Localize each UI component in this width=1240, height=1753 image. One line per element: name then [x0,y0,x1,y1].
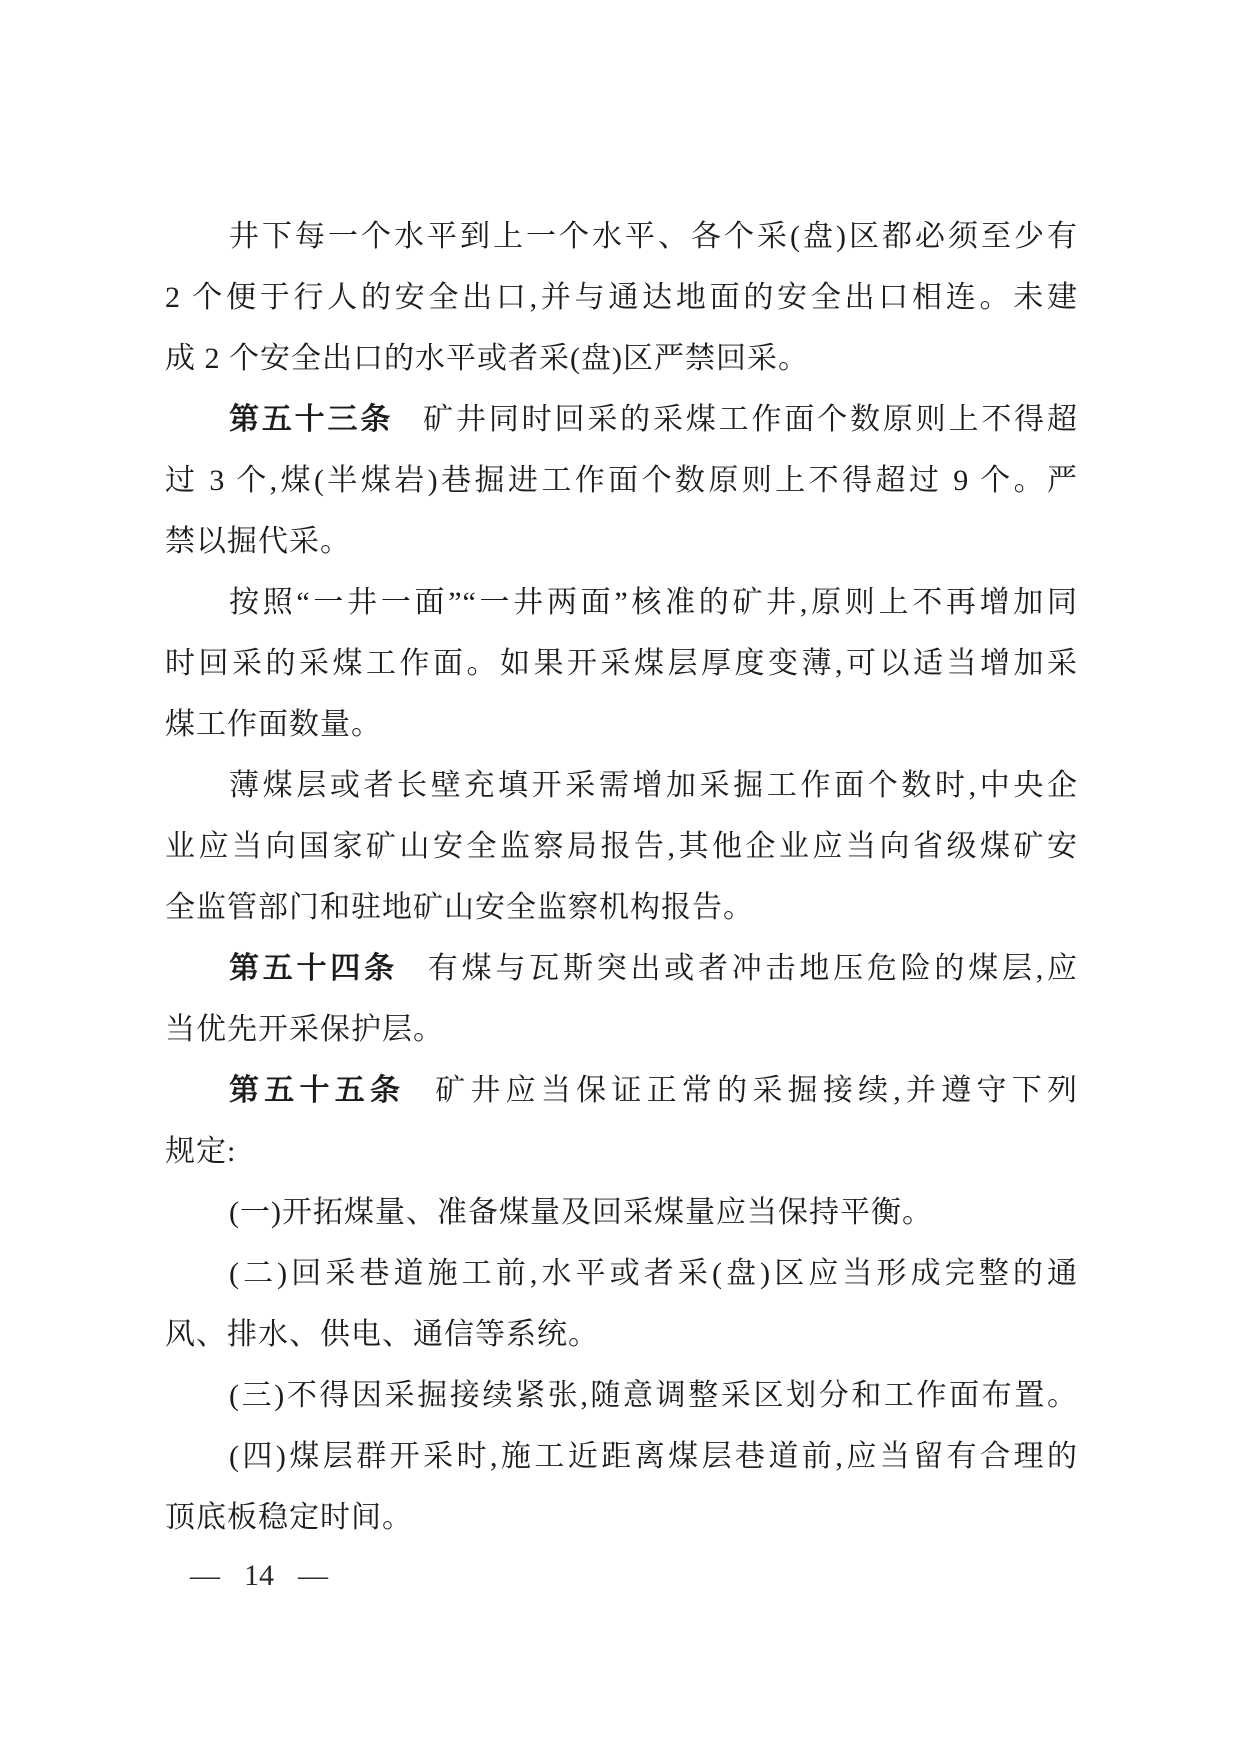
line-text: 顶底板稳定时间。 [165,1501,413,1534]
paragraph [165,206,1078,389]
line-text: 过 3 个,煤(半煤岩)巷掘进工作面个数原则上不得超过 9 个。严 [165,464,1078,497]
text-line [165,1365,1078,1426]
text-line [165,999,1078,1060]
line-text: 当优先开采保护层。 [165,1013,444,1046]
article-number: 第五十三条 [229,403,394,436]
paragraph [165,1243,1078,1365]
line-text: 业应当向国家矿山安全监察局报告,其他企业应当向省级煤矿安 [165,830,1078,863]
paragraph [165,755,1078,938]
text-line [165,450,1078,511]
line-text: 时回采的采煤工作面。如果开采煤层厚度变薄,可以适当增加采 [165,647,1078,680]
text-line [165,694,1078,755]
text-line [165,755,1078,816]
line-text: 规定: [165,1135,237,1168]
article-number: 第五十四条 [229,952,398,985]
line-text: 矿井同时回采的采煤工作面个数原则上不得超 [423,403,1079,436]
text-line [165,328,1078,389]
text-line [165,1060,1078,1121]
text-line [165,1487,1078,1548]
line-text: 2 个便于行人的安全出口,并与通达地面的安全出口相连。未建 [165,281,1078,314]
footer-dash-right: — [298,1559,328,1592]
line-text: 成 2 个安全出口的水平或者采(盘)区严禁回采。 [165,342,809,375]
line-text: 井下每一个水平到上一个水平、各个采(盘)区都必须至少有 [229,220,1078,253]
text-line [165,816,1078,877]
paragraph [165,1182,1078,1243]
footer-dash-left: — [190,1559,220,1592]
page-footer [190,1556,328,1596]
line-text: (一)开拓煤量、准备煤量及回采煤量应当保持平衡。 [229,1196,933,1229]
line-text: 风、排水、供电、通信等系统。 [165,1318,599,1351]
paragraph [165,1060,1078,1182]
text-line [165,206,1078,267]
line-text: (二)回采巷道施工前,水平或者采(盘)区应当形成完整的通 [229,1257,1078,1290]
text-line [165,877,1078,938]
line-text: (三)不得因采掘接续紧张,随意调整采区划分和工作面布置。 [229,1379,1078,1412]
line-text: 煤工作面数量。 [165,708,382,741]
line-text: (四)煤层群开采时,施工近距离煤层巷道前,应当留有合理的 [229,1440,1078,1473]
text-line [165,1182,1078,1243]
line-text: 有煤与瓦斯突出或者冲击地压危险的煤层,应 [427,952,1079,985]
text-line [165,1243,1078,1304]
text-line [165,633,1078,694]
paragraph [165,572,1078,755]
text-line [165,389,1078,450]
paragraph [165,938,1078,1060]
paragraph [165,389,1078,572]
article-number: 第五十五条 [229,1074,406,1107]
line-text: 禁以掘代采。 [165,525,351,558]
text-line [165,1426,1078,1487]
text-line [165,572,1078,633]
line-text: 薄煤层或者长壁充填开采需增加采掘工作面个数时,中央企 [229,769,1078,802]
line-text: 按照“一井一面”“一井两面”核准的矿井,原则上不再增加同 [229,586,1078,619]
document-body [165,206,1078,1548]
text-line [165,1304,1078,1365]
paragraph [165,1426,1078,1548]
text-line [165,938,1078,999]
line-text: 全监管部门和驻地矿山安全监察机构报告。 [165,891,754,924]
line-text: 矿井应当保证正常的采掘接续,并遵守下列 [435,1074,1079,1107]
page-number: 14 [244,1559,274,1592]
text-line [165,267,1078,328]
paragraph [165,1365,1078,1426]
text-line [165,1121,1078,1182]
text-line [165,511,1078,572]
